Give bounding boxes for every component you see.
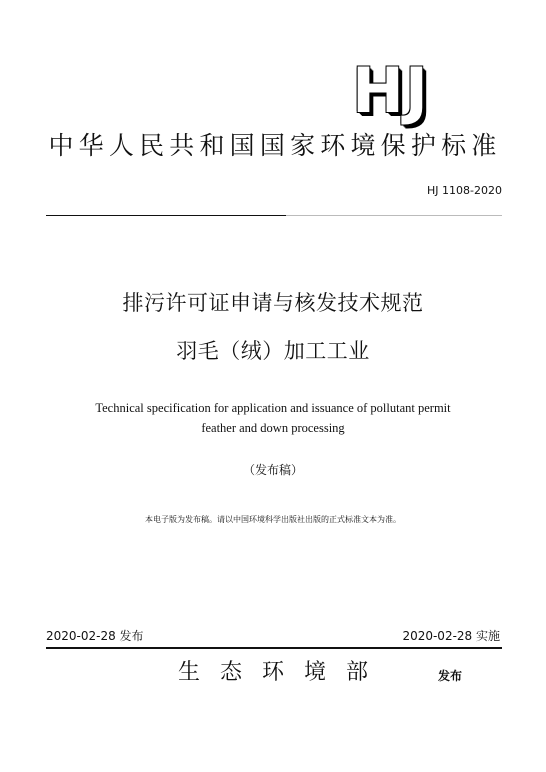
electronic-version-notice: 本电子版为发布稿。请以中国环境科学出版社出版的正式标准文本为准。 <box>145 515 401 524</box>
standard-code: HJ 1108-2020 <box>427 184 502 197</box>
bottom-divider <box>46 647 502 649</box>
english-title-line-2: feather and down processing <box>201 421 345 435</box>
issuing-authority: 生态环境部 <box>178 660 389 685</box>
standard-series-title: 中华人民共和国国家环境保护标准 <box>48 131 502 160</box>
english-title-line-1: Technical specification for application and issuance of pollutant permit <box>95 401 451 415</box>
hj-logo: HJ <box>352 54 429 127</box>
top-divider <box>46 215 502 216</box>
document-subtitle: 羽毛（绒）加工工业 <box>176 339 370 363</box>
publish-date: 2020-02-28 发布 <box>46 629 144 643</box>
effective-date: 2020-02-28 实施 <box>402 629 500 643</box>
issue-label: 发布 <box>438 669 463 683</box>
draft-status: （发布稿） <box>242 463 303 477</box>
english-title <box>0 398 546 438</box>
document-title: 排污许可证申请与核发技术规范 <box>122 291 424 315</box>
